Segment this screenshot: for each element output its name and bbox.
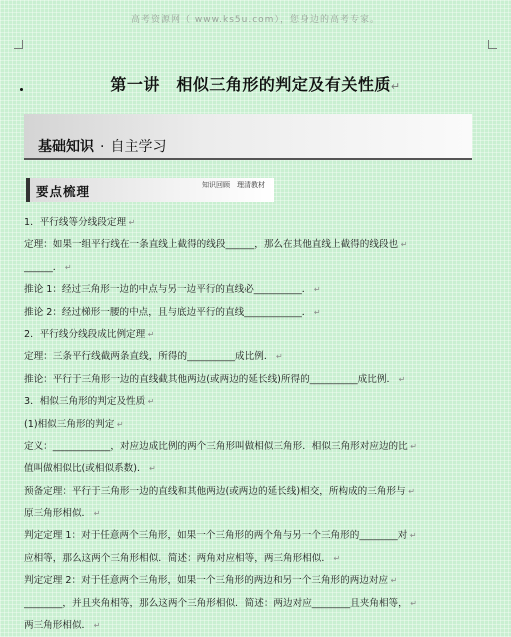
- text-line: [24, 525, 484, 547]
- paragraph-mark-icon: ↵: [114, 419, 124, 429]
- text-line-content: 推论：平行于三角形一边的直线截其他两边(或两边的延长线)所得的__________成比例．: [24, 373, 397, 385]
- margin-corner-right: [488, 40, 497, 49]
- paragraph-mark-icon: ↵: [146, 464, 156, 474]
- text-line-content: 应相等，那么这两个三角形相似．简述：两角对应相等，两三角形相似．: [24, 552, 331, 564]
- text-line: [24, 212, 484, 234]
- text-line: [24, 234, 484, 256]
- text-line-content: 判定定理 1：对于任意两个三角形，如果一个三角形的两个角与另一个三角形的________对: [24, 530, 408, 542]
- paragraph-mark-icon: ↵: [405, 486, 415, 496]
- paragraph-mark-icon: ↵: [407, 531, 417, 541]
- text-line-content: 定义：____________，对应边成比例的两个三角形叫做相似三角形．相似三角形对应边的比: [24, 440, 408, 452]
- paragraph-mark-icon: ↵: [396, 374, 406, 384]
- text-line: [24, 503, 484, 525]
- paragraph-mark-icon: ↵: [145, 329, 155, 339]
- text-line-content: (1)相似三角形的判定: [24, 418, 115, 430]
- text-line-content: 两三角形相似．: [24, 620, 92, 632]
- text-line: [24, 593, 484, 615]
- text-line-content: 原三角形相似．: [24, 508, 92, 520]
- text-line: [24, 346, 484, 368]
- page-header-banner: 高考资源网（ www.ks5u.com），您身边的高考专家。: [131, 15, 380, 25]
- return-mark-icon: ↵: [390, 80, 401, 93]
- key-points-banner: [26, 178, 274, 202]
- text-line: [24, 302, 484, 324]
- key-points-subtitle: 知识回顾 理清教材: [202, 181, 265, 189]
- paragraph-mark-icon: ↵: [91, 509, 101, 519]
- basic-knowledge-label: [38, 136, 166, 156]
- paragraph-mark-icon: ↵: [311, 285, 321, 295]
- text-line: [24, 436, 484, 458]
- paragraph-mark-icon: ↵: [62, 262, 72, 272]
- text-line-content: 推论 2：经过梯形一腰的中点，且与底边平行的直线____________．: [24, 306, 312, 318]
- text-line-content: 判定定理 2：对于任意两个三角形，如果一个三角形的两边和另一个三角形的两边对应: [24, 575, 389, 587]
- text-line: [24, 369, 484, 391]
- text-line: [24, 391, 484, 413]
- text-line-content: 推论 1：经过三角形一边的中点与另一边平行的直线必__________．: [24, 284, 312, 296]
- document-body: [24, 212, 484, 637]
- text-line-content: 值叫做相似比(或相似系数)．: [24, 463, 147, 475]
- text-line: [24, 414, 484, 436]
- paragraph-mark-icon: ↵: [407, 598, 417, 608]
- paragraph-mark-icon: ↵: [145, 397, 155, 407]
- basic-knowledge-bold: 基础知识: [38, 139, 94, 155]
- text-line-content: 2．平行线分线段成比例定理: [24, 328, 146, 340]
- lecture-title-text: 第一讲 相似三角形的判定及有关性质: [110, 75, 391, 94]
- paragraph-mark-icon: ↵: [91, 621, 101, 631]
- separator-dot: ·: [100, 139, 105, 155]
- text-line-content: 定理：三条平行线截两条直线，所得的__________成比例．: [24, 351, 274, 363]
- self-study-label: 自主学习: [110, 139, 167, 155]
- text-line-content: ________，并且夹角相等，那么这两个三角形相似．简述：两边对应________且夹角相等，: [24, 597, 408, 609]
- text-line: [24, 458, 484, 480]
- text-line-content: 1．平行线等分线段定理: [24, 217, 127, 228]
- paragraph-mark-icon: ↵: [311, 307, 321, 317]
- basic-knowledge-banner: [24, 114, 472, 160]
- text-line: [24, 257, 484, 279]
- paragraph-mark-icon: ↵: [273, 352, 283, 362]
- text-line: [24, 324, 484, 346]
- text-line-content: 预备定理：平行于三角形一边的直线和其他两边(或两边的延长线)相交，所构成的三角形与: [24, 485, 406, 497]
- paragraph-mark-icon: ↵: [398, 240, 408, 250]
- paragraph-mark-icon: ↵: [331, 553, 341, 563]
- text-line-content: 3．相似三角形的判定及性质: [24, 396, 146, 408]
- text-line-content: ______．: [24, 261, 63, 273]
- key-points-label: 要点梳理: [36, 184, 91, 199]
- text-line: [24, 615, 484, 637]
- margin-corner-left: [14, 40, 23, 49]
- paragraph-mark-icon: ↵: [407, 441, 417, 451]
- paragraph-mark-icon: ↵: [126, 218, 136, 227]
- text-line: [24, 481, 484, 503]
- text-line: [24, 279, 484, 301]
- paragraph-mark-icon: ↵: [388, 576, 398, 586]
- lecture-title: [0, 72, 511, 95]
- text-line: [24, 570, 484, 592]
- text-line-content: 定理：如果一组平行线在一条直线上截得的线段______，那么在其他直线上截得的线段也: [24, 239, 399, 251]
- text-line: [24, 548, 484, 570]
